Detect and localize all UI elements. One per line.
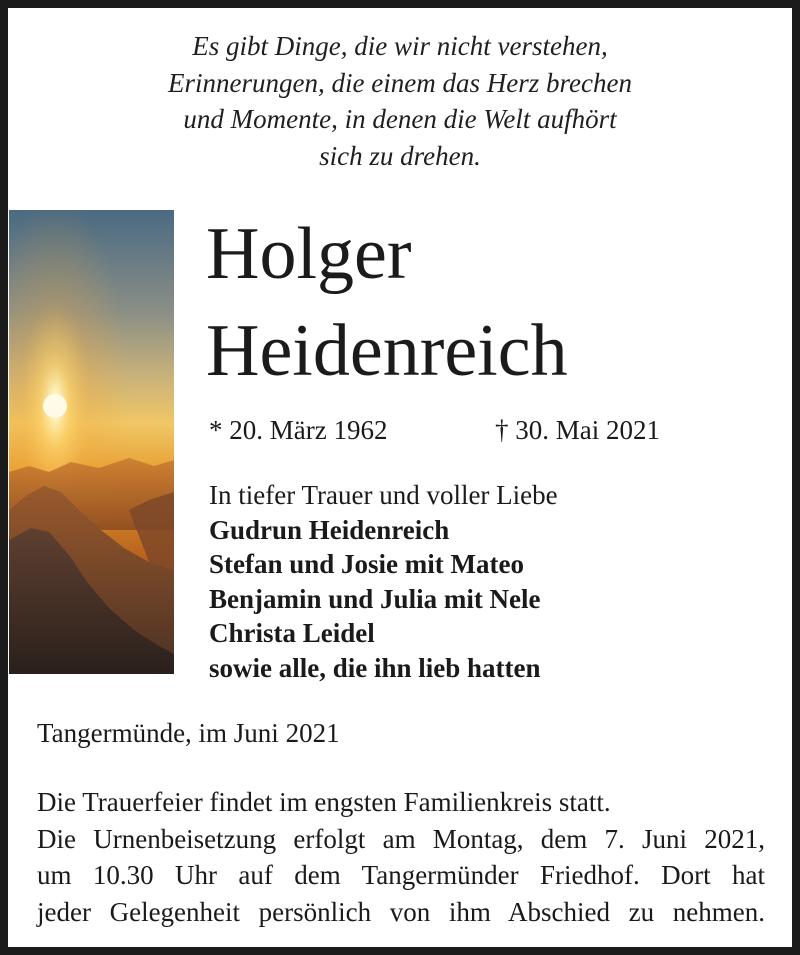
quote-line: und Momente, in denen die Welt aufhört — [183, 104, 617, 134]
memorial-quote — [60, 28, 740, 174]
sunset-mountain-photo — [9, 210, 174, 674]
notice-line: jeder Gelegenheit persönlich von ihm Abschied zu nehmen. — [37, 896, 765, 927]
birth-date: * 20. März 1962 — [209, 415, 388, 445]
mourner-name: Stefan und Josie mit Mateo — [209, 549, 524, 579]
death-date: † 30. Mai 2021 — [495, 415, 660, 445]
first-name: Holger — [206, 213, 412, 295]
mourner-name: sowie alle, die ihn lieb hatten — [209, 652, 541, 683]
last-name: Heidenreich — [206, 310, 568, 392]
funeral-notice — [37, 784, 765, 930]
deceased-name — [206, 206, 568, 400]
mourner-name: Benjamin und Julia mit Nele — [209, 583, 541, 614]
mourner-name: Christa Leidel — [209, 618, 375, 648]
sunset-mountain-illustration — [9, 210, 174, 674]
quote-line: sich zu drehen. — [319, 140, 481, 171]
mourner-name: Gudrun Heidenreich — [209, 514, 450, 545]
quote-line: Es gibt Dinge, die wir nicht verstehen, — [192, 31, 608, 61]
notice-line: Die Trauerfeier findet im engsten Familienkreis statt. — [37, 787, 611, 817]
notice-line: um 10.30 Uhr auf dem Tangermünder Friedhof. Dort hat — [37, 860, 765, 890]
place-and-date: Tangermünde, im Juni 2021 — [37, 718, 340, 748]
quote-line: Erinnerungen, die einem das Herz brechen — [168, 67, 632, 98]
mourners-block — [209, 478, 558, 685]
mourners-intro: In tiefer Trauer und voller Liebe — [209, 480, 558, 510]
notice-line: Die Urnenbeisetzung erfolgt am Montag, dem 7. Juni 2021, — [37, 823, 765, 854]
